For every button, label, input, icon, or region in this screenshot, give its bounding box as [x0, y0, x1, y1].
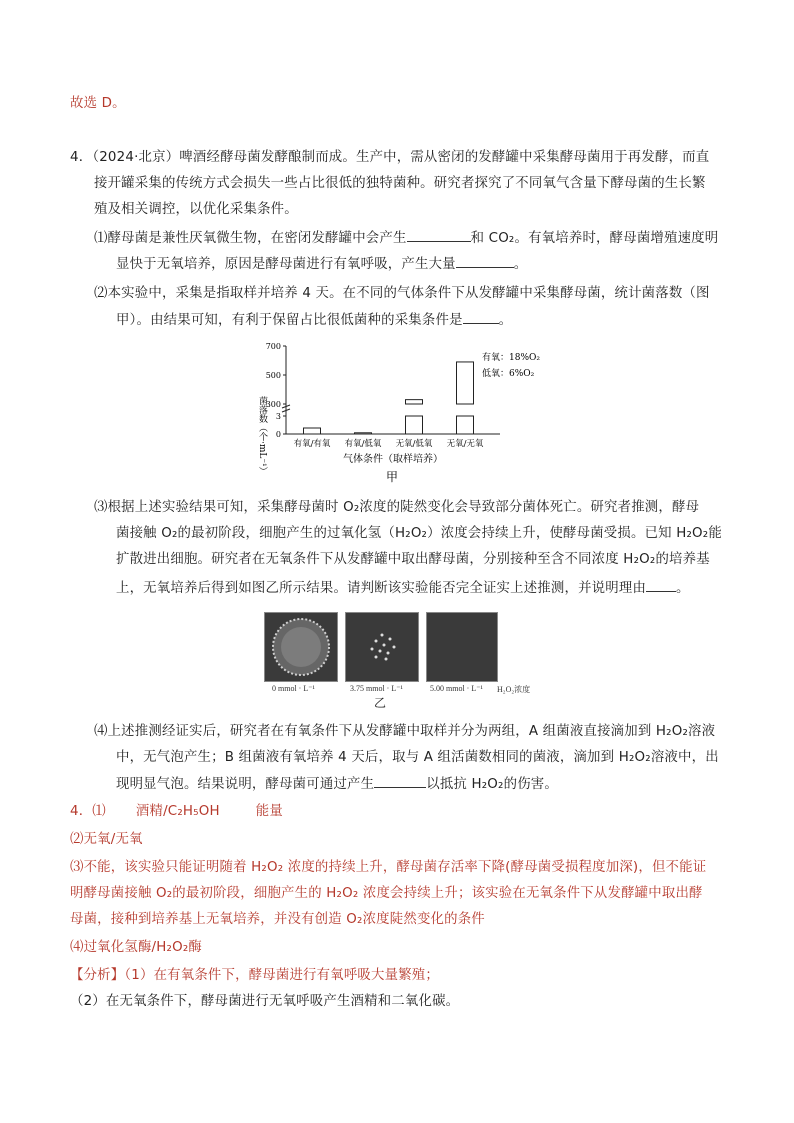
answer-2: ⑵无氧/无氧: [70, 832, 143, 847]
legend-entry-1: 有氧：18%O₂: [482, 353, 540, 363]
answer-1-x: 酒精/C₂H₅OH: [135, 804, 220, 819]
answer-4: ⑷过氧化氢酶/H₂O₂酶: [70, 940, 202, 955]
question-line-1: 4．（2024·北京）啤酒经酵母菌发酵酿制而成。生产中，需从密闭的发酵罐中采集酵母菌用于再发酵，而直: [70, 150, 710, 165]
answer-blank-3[interactable]: [463, 310, 499, 324]
answer-blank-2[interactable]: [456, 254, 514, 268]
part4-text-c: 现明显气泡。结果说明，酵母菌可通过产生: [116, 777, 375, 792]
colony-plate-sparse: [346, 613, 418, 681]
part3-line-2: 菌接触 O₂的最初阶段，细胞产生的过氧化氢（H₂O₂）浓度会持续上升，使酵母菌受损。已知 H₂O₂能: [116, 526, 722, 541]
bar-chart-jia: [250, 338, 550, 490]
y-tick-label: 0: [275, 430, 281, 439]
plate-label-2: 5.00 mmol · L⁻¹: [430, 684, 483, 693]
x-tick-label-1: 有氧/低氧: [344, 439, 382, 449]
figure-yi-caption: 乙: [373, 696, 386, 710]
previous-answer: 故选 D。: [70, 96, 126, 111]
bar-lower-3: [457, 416, 474, 434]
y-tick-label: 3: [275, 412, 281, 421]
part3-text-e: 。: [676, 581, 690, 596]
answer-3-line-1: ⑶不能，该实验只能证明随着 H₂O₂ 浓度的持续上升，酵母菌存活率下降(酵母菌受损程度加深)，但不能证: [70, 860, 707, 875]
answer-blank-1[interactable]: [407, 228, 471, 242]
bar-upper-2: [406, 400, 423, 404]
answer-1: [70, 802, 283, 822]
chart-ylabel: 菌落数（个·mL⁻¹）: [257, 396, 267, 476]
plate-axis-label: H₂O₂浓度: [497, 685, 531, 694]
part1-text-a: ⑴酵母菌是兼性厌氧微生物，在密闭发酵罐中会产生: [94, 231, 407, 246]
y-tick-label: 500: [265, 371, 281, 380]
plate-label-0: 0 mmol · L⁻¹: [272, 684, 315, 693]
part3-line-1: ⑶根据上述实验结果可知，采集酵母菌时 O₂浓度的陡然变化会导致部分菌体死亡。研究者推测，酵母: [94, 500, 700, 515]
x-tick-label-2: 无氧/低氧: [395, 439, 433, 449]
part1-line-2: [116, 254, 527, 275]
part4-text-d: 以抵抗 H₂O₂的伤害。: [426, 777, 558, 792]
chart-title: 甲: [385, 470, 399, 484]
y-tick-label: 700: [265, 342, 281, 351]
bar-lower-2: [406, 416, 423, 434]
part1-text-c: 显快于无氧培养，原因是酵母菌进行有氧呼吸，产生大量: [116, 257, 456, 272]
x-tick-labels: [294, 438, 484, 449]
part4-line-3: [116, 774, 558, 795]
plate-photo-0: [264, 612, 338, 682]
analysis-line-2: （2）在无氧条件下，酵母菌进行无氧呼吸产生酒精和二氧化碳。: [70, 994, 460, 1009]
bar-1: [355, 433, 372, 434]
answer-1-y: 能量: [255, 804, 283, 819]
y-tick-label: 300: [265, 400, 281, 409]
y-ticks: [266, 342, 286, 439]
legend-entry-2: 低氧：6%O₂: [482, 369, 535, 379]
part2-text-c: 。: [498, 313, 513, 328]
x-tick-label-0: 有氧/有氧: [293, 439, 331, 449]
colony-plate-dense: [265, 613, 337, 681]
part1-text-b: 和 CO₂。有氧培养时，酵母菌增殖速度明: [470, 231, 719, 246]
part2-line-2: [116, 310, 512, 331]
question-line-3: 殖及相关调控，以优化采集条件。: [94, 202, 298, 217]
answer-blank-5[interactable]: [374, 774, 426, 788]
answer-3-line-2: 明酵母菌接触 O₂的最初阶段，细胞产生的 H₂O₂ 浓度会持续上升；该实验在无氧条件下从发酵罐中取出酵: [70, 886, 703, 901]
part2-line-1: ⑵本实验中，采集是指取样并培养 4 天。在不同的气体条件下从发酵罐中采集酵母菌，统计菌落数（图: [94, 286, 710, 301]
bar-0: [304, 428, 321, 434]
plate-label-1: 3.75 mmol · L⁻¹: [350, 684, 403, 693]
x-tick-label-3: 无氧/无氧: [446, 439, 484, 449]
answer-3-line-3: 母菌，接种到培养基上无氧培养，并没有创造 O₂浓度陡然变化的条件: [70, 912, 485, 927]
question-line-2: 接开罐采集的传统方式会损失一些占比很低的独特菌种。研究者探究了不同氧气含量下酵母菌的生长繁: [94, 176, 706, 191]
part1-line-1: [94, 228, 718, 249]
answer-1-number: 4．⑴: [70, 804, 106, 819]
part2-text-b: 甲）。由结果可知，有利于保留占比很低菌种的采集条件是: [116, 313, 463, 328]
part3-text-d: 上，无氧培养后得到如图乙所示结果。请判断该实验能否完全证实上述推测，并说明理由: [116, 581, 647, 596]
part4-line-2: 中，无气泡产生；B 组菌液有氧培养 4 天后，取与 A 组活菌数相同的菌液，滴加到 H₂O₂溶液中，出: [116, 750, 719, 765]
part4-line-1: ⑷上述推测经证实后，研究者在有氧条件下从发酵罐中取样并分为两组，A 组菌液直接滴加到 H₂O₂溶液: [94, 724, 716, 739]
part3-line-4: [116, 578, 690, 599]
plate-photo-2: [426, 612, 498, 682]
part1-text-d: 。: [513, 257, 528, 272]
plate-photo-1: [345, 612, 419, 682]
analysis-line-1: [70, 966, 439, 986]
bar-upper-3: [457, 362, 474, 404]
part3-line-3: 扩散进出细胞。研究者在无氧条件下从发酵罐中取出酵母菌，分别接种至含不同浓度 H₂O₂的培养基: [116, 552, 710, 567]
analysis-text-1: 【分析】（1）在有氧条件下，酵母菌进行有氧呼吸大量繁殖；: [70, 968, 439, 983]
bars-group: [304, 362, 474, 434]
chart-xlabel: 气体条件（取样培养）: [343, 454, 443, 465]
answer-blank-4[interactable]: [646, 578, 676, 592]
